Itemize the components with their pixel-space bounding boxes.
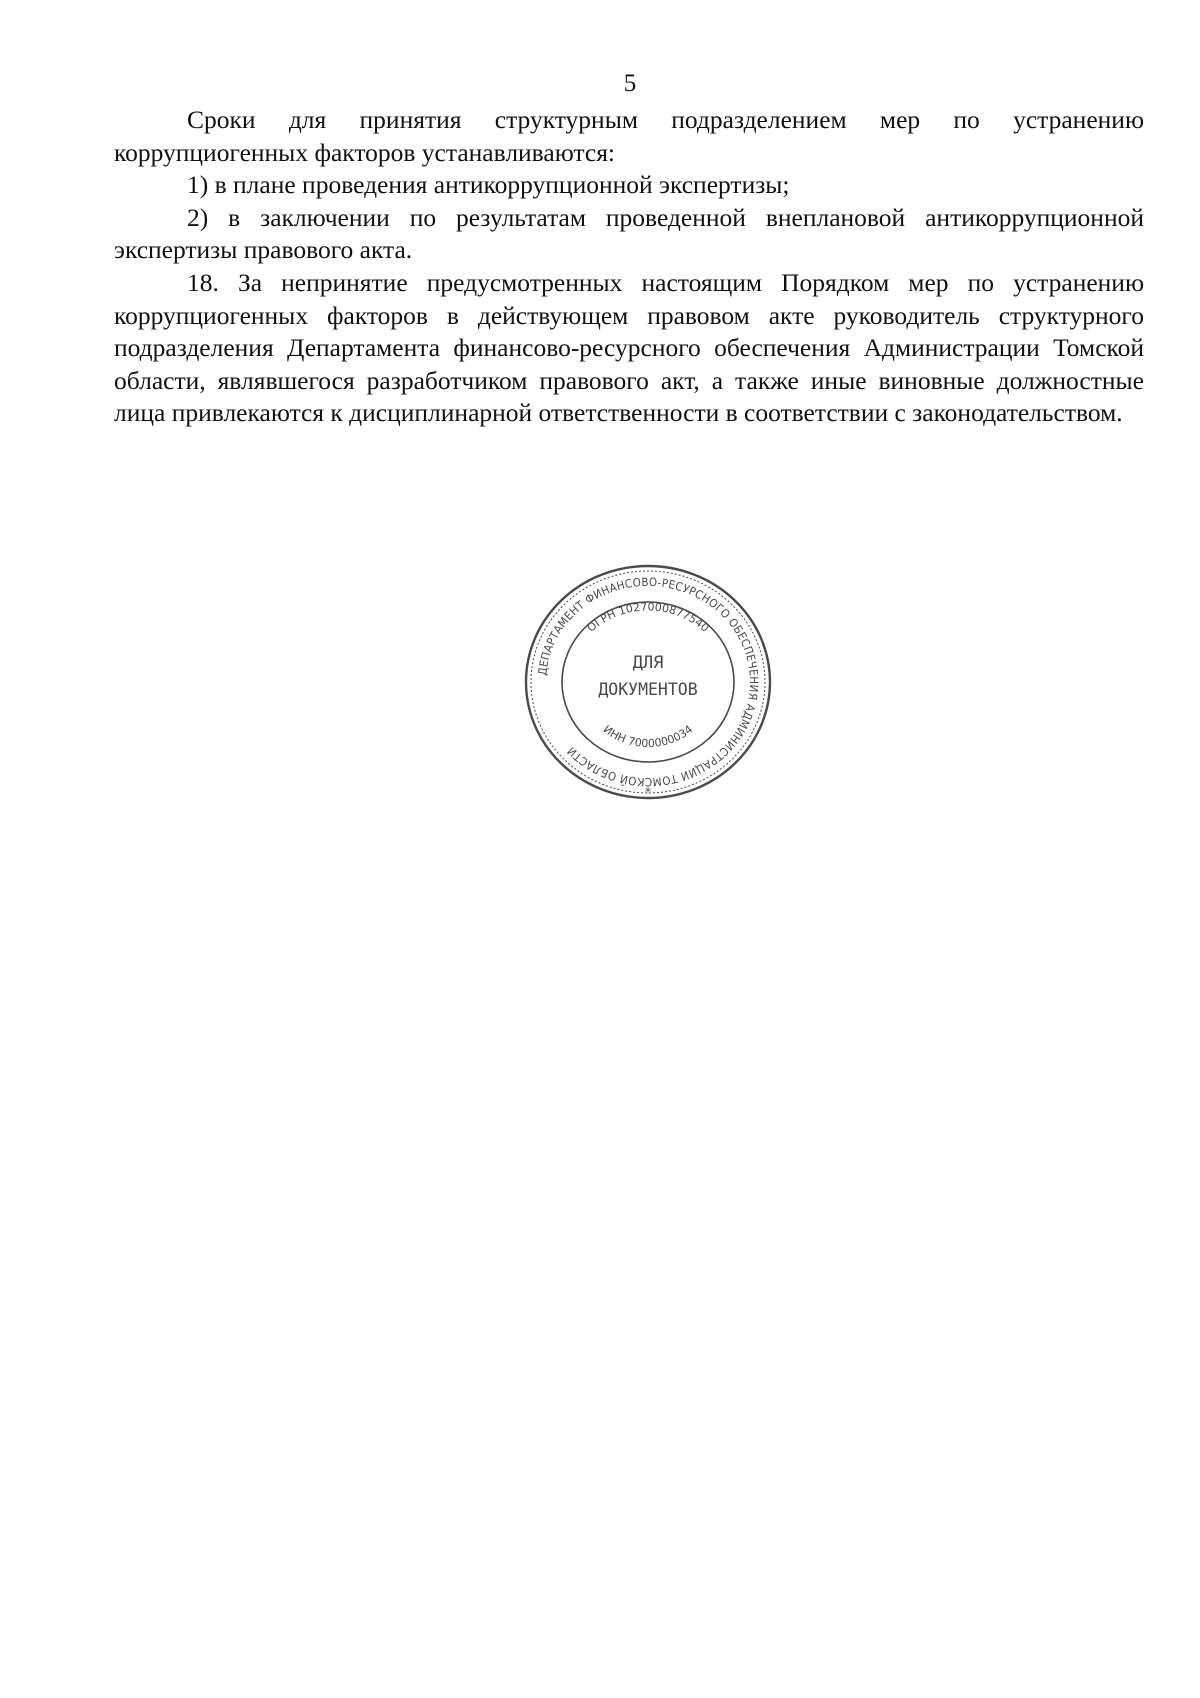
stamp-ogrn-text: ОГРН 1027000877540 <box>584 600 712 635</box>
page-number: 5 <box>623 70 637 97</box>
paragraph-18: 18. За непринятие предусмотренных настоящим Порядком мер по устранению коррупциогенных факторов в действующем правовом акте руководитель структурного подразделения Департамента финансово-ресурсного обеспечения Администрации Томской области, являвшегося разработчиком правового акт, а также иные виновные должностные лица привлекаются к дисциплинарной ответственности в соответствии с законодательством. <box>114 267 1144 428</box>
stamp-center-line1: ДЛЯ <box>632 653 664 673</box>
paragraph-item-1: 1) в плане проведения антикоррупционной экспертизы; <box>187 170 790 200</box>
paragraph-deadlines: Сроки для принятия структурным подразделением мер по устранению коррупциогенных факторов устанавливаются: <box>114 105 1144 167</box>
stamp-seal-icon <box>522 560 774 804</box>
paragraph-item-2: 2) в заключении по результатам проведенной внеплановой антикоррупционной экспертизы правового акта. <box>114 202 1144 265</box>
stamp-outer-text: ДЕПАРТАМЕНТ ФИНАНСОВО-РЕСУРСНОГО ОБЕСПЕЧЕНИЯ АДМИНИСТРАЦИИ ТОМСКОЙ ОБЛАСТИ <box>535 574 762 790</box>
stamp-center-line2: ДОКУМЕНТОВ <box>598 680 698 699</box>
svg-text:ИНН 7000000034 <box>601 723 696 750</box>
stamp-inn-text: ИНН 7000000034 <box>600 722 696 751</box>
svg-text:ОГРН 1027000877540 <box>585 600 712 634</box>
document-body <box>114 104 1144 430</box>
stamp-star-icon: * <box>645 785 651 799</box>
official-stamp <box>522 560 774 804</box>
